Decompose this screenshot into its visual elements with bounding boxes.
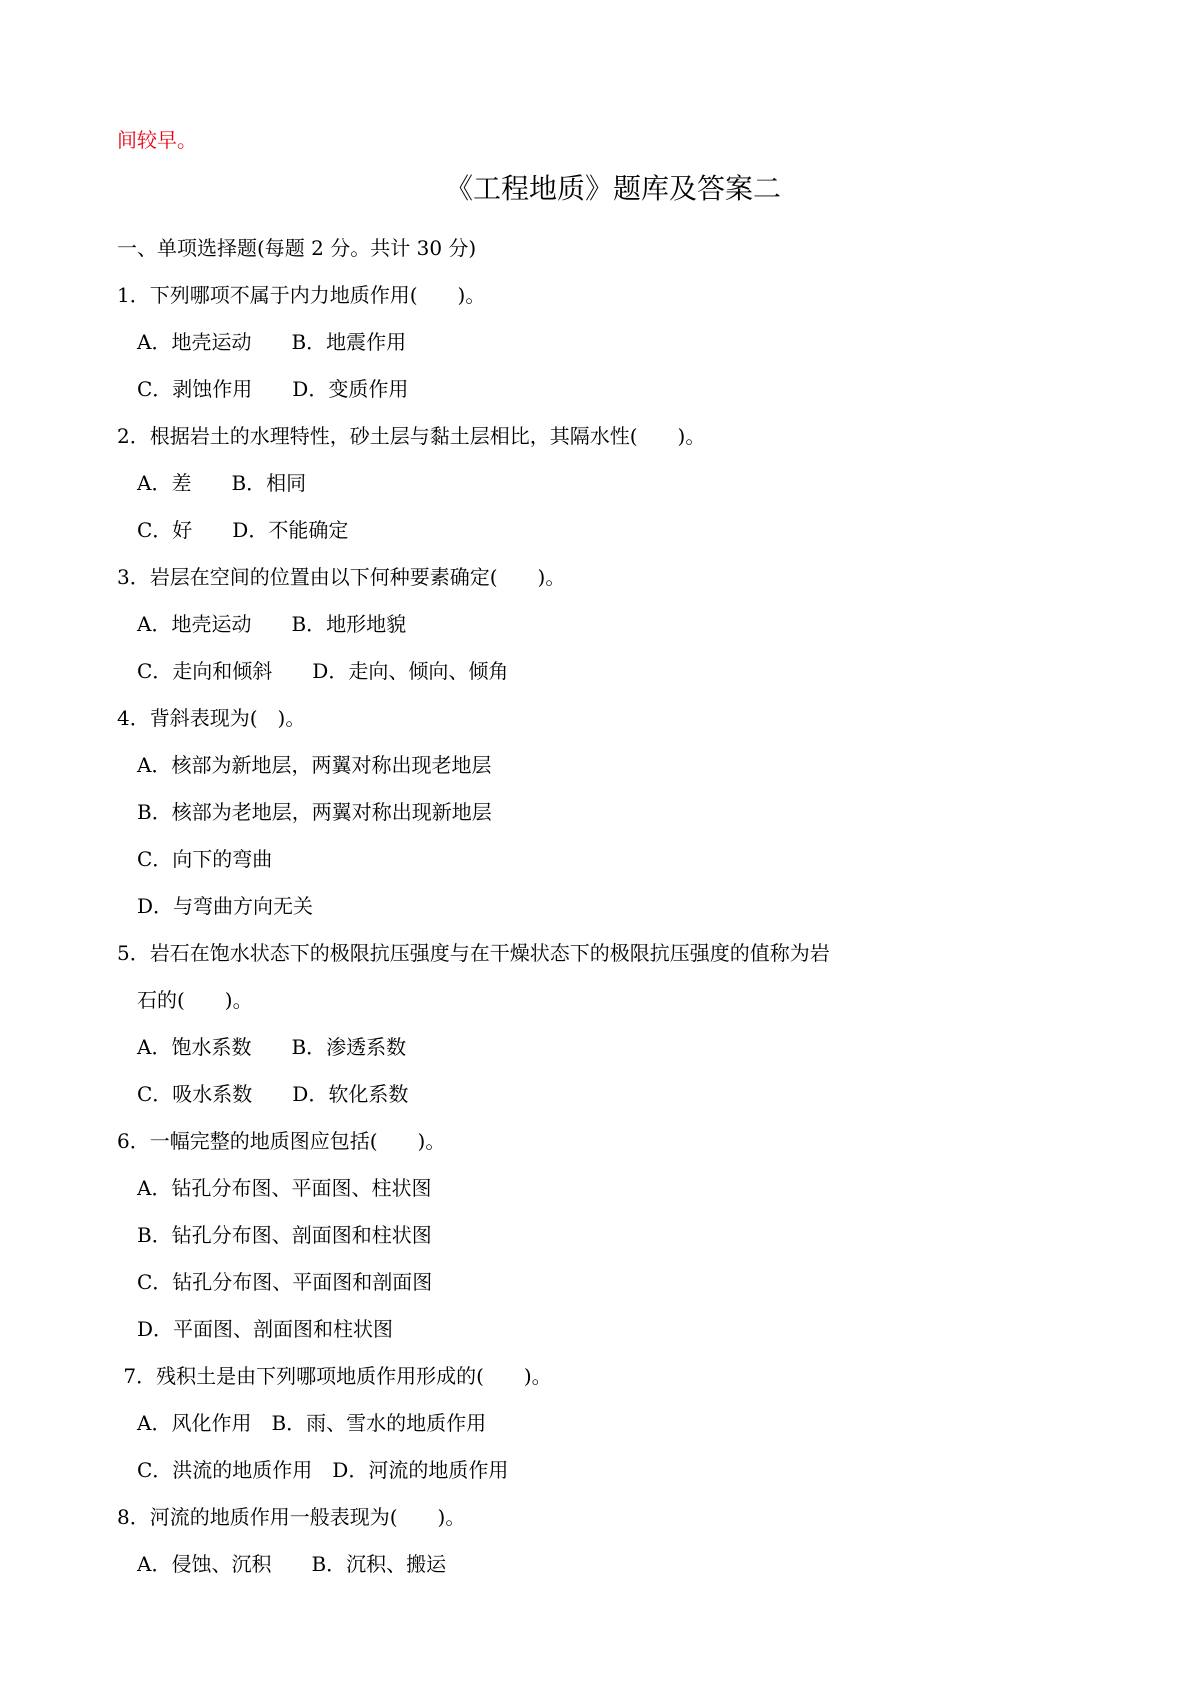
question-option: D．与弯曲方向无关 [137,894,314,918]
question-option: A．钻孔分布图、平面图、柱状图 [137,1176,432,1200]
question-stem: 5．岩石在饱水状态下的极限抗压强度与在干燥状态下的极限抗压强度的值称为岩 [117,941,830,965]
question-stem: 4．背斜表现为( )。 [117,706,306,730]
question-option: C．洪流的地质作用 D．河流的地质作用 [137,1458,509,1482]
question-stem-continuation: 石的( )。 [137,988,253,1012]
question-option: A．侵蚀、沉积 B．沉积、搬运 [137,1552,447,1576]
section-heading: 一、单项选择题(每题 2 分。共计 30 分) [117,236,477,260]
question-option: C．走向和倾斜 D．走向、倾向、倾角 [137,659,509,683]
question-option: A．风化作用 B．雨、雪水的地质作用 [137,1411,487,1435]
question-option: C．钻孔分布图、平面图和剖面图 [137,1270,433,1294]
question-option: A．地壳运动 B．地震作用 [137,330,407,354]
question-option: A．饱水系数 B．渗透系数 [137,1035,407,1059]
question-stem: 2．根据岩土的水理特性，砂土层与黏土层相比，其隔水性( )。 [117,424,706,448]
question-stem: 1．下列哪项不属于内力地质作用( )。 [117,283,486,307]
question-option: A．地壳运动 B．地形地貌 [137,612,407,636]
question-option: C．好 D．不能确定 [137,518,349,542]
question-option: C．向下的弯曲 [137,847,273,871]
question-option: D．平面图、剖面图和柱状图 [137,1317,394,1341]
carryover-text: 间较早。 [117,128,197,152]
question-option: A．核部为新地层，两翼对称出现老地层 [137,753,492,777]
question-stem: 3．岩层在空间的位置由以下何种要素确定( )。 [117,565,566,589]
question-stem: 8．河流的地质作用一般表现为( )。 [117,1505,466,1529]
question-option: A．差 B．相同 [137,471,307,495]
question-stem: 6．一幅完整的地质图应包括( )。 [117,1129,446,1153]
question-option: B．核部为老地层，两翼对称出现新地层 [137,800,492,824]
question-stem: 7．残积土是由下列哪项地质作用形成的( )。 [117,1364,552,1388]
document-title: 《工程地质》题库及答案二 [444,172,781,205]
question-option: C．吸水系数 D．软化系数 [137,1082,409,1106]
question-option: B．钻孔分布图、剖面图和柱状图 [137,1223,432,1247]
question-option: C．剥蚀作用 D．变质作用 [137,377,409,401]
